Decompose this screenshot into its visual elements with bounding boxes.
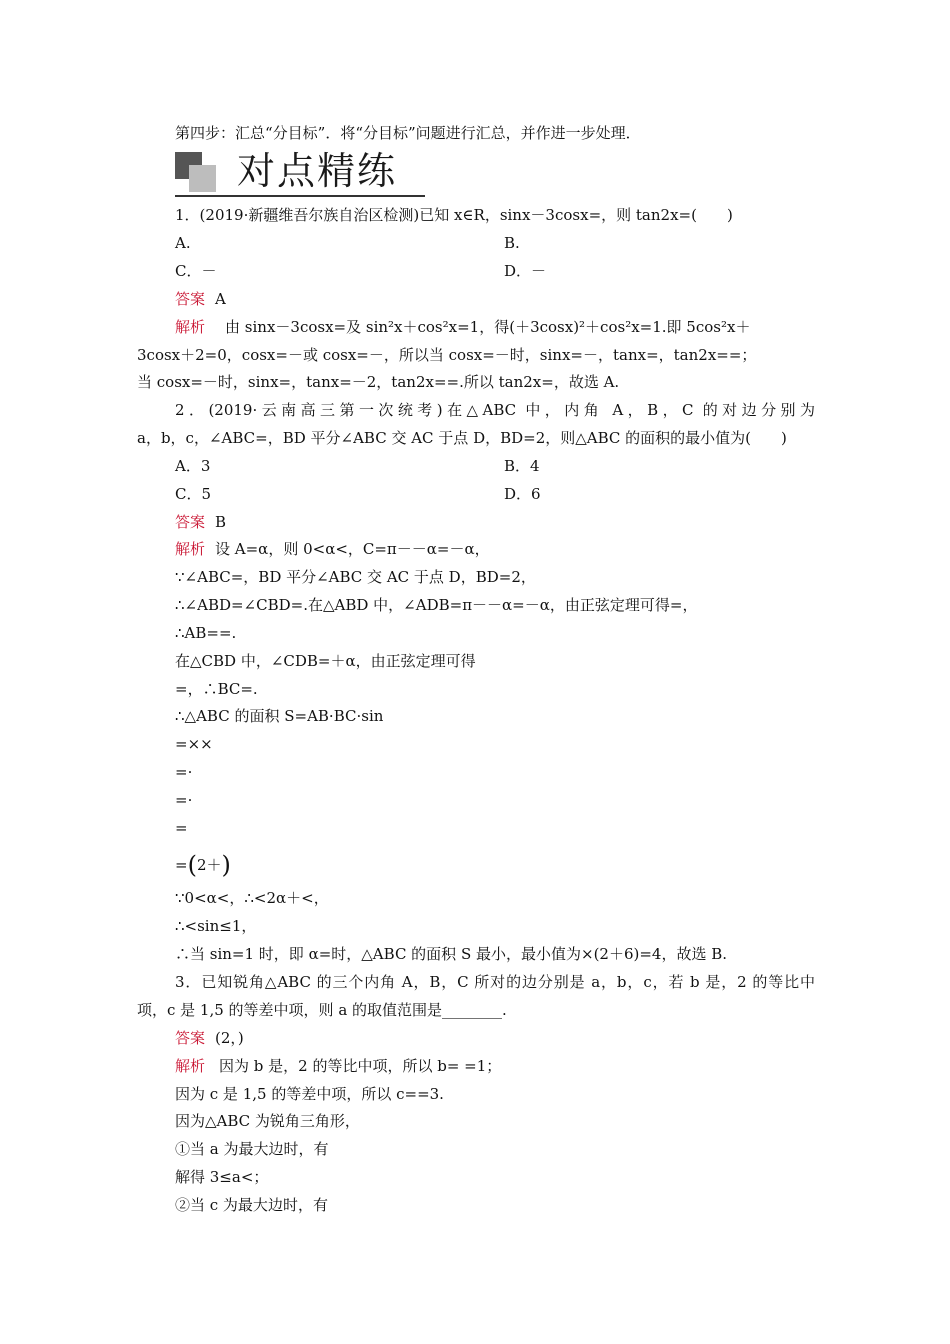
q2-analysis-line: =· <box>175 791 193 809</box>
q3-analysis-line-1 <box>175 1057 501 1075</box>
q3-analysis-line: ①当 a 为最大边时，有 <box>175 1140 329 1158</box>
q2-analysis-line: =· <box>175 763 193 781</box>
q2-analysis-line-1 <box>175 540 490 558</box>
q2-analysis-line: ∵0<α<，∴<2α＋<， <box>175 889 329 907</box>
q1-analysis-line-2: 3cosx＋2=0，cosx=－或 cosx=－，所以当 cosx=－时，sinx=－，tanx=，tan2x==； <box>137 346 757 364</box>
q3-analysis-line: ②当 c 为最大边时，有 <box>175 1196 328 1214</box>
q2-paren-close: ) <box>221 851 231 879</box>
q2-analysis-line: ∴<sin≤1， <box>175 917 257 935</box>
q2-analysis-line: ∴∠ABD=∠CBD=.在△ABD 中，∠ADB=π－－α=－α，由正弦定理可得=， <box>175 596 698 614</box>
q2-analysis-line: = <box>175 819 188 837</box>
q2-analysis-line: ∵∠ABC=，BD 平分∠ABC 交 AC 于点 D，BD=2， <box>175 568 536 586</box>
q2-analysis-line: =，∴BC=. <box>175 680 258 698</box>
q3-answer: (2，) <box>215 1029 244 1047</box>
analysis-label: 解析 <box>175 1057 206 1075</box>
q2-option-d: D．6 <box>504 485 541 503</box>
q2-analysis-line: ∴当 sin=1 时，即 α=时，△ABC 的面积 S 最小，最小值为×(2＋6)=4，故选 B. <box>175 945 728 963</box>
q2-paren-content: 2＋ <box>196 856 222 874</box>
q1-option-a: A. <box>175 234 191 252</box>
q2-option-b: B．4 <box>504 457 540 475</box>
q3-analysis-line: 解得 3≤a<； <box>175 1168 269 1186</box>
q2-paren-open: ( <box>187 851 197 879</box>
q1-analysis-line-3: 当 cosx=－时，sinx=，tanx=－2，tan2x==.所以 tan2x=，故选 A. <box>137 373 620 391</box>
q2-answer: B <box>215 513 227 531</box>
q1-analysis-line-1 <box>175 318 750 336</box>
q3-stem-1: 3．已知锐角△ABC 的三个内角 A，B，C 所对的边分别是 a，b，c，若 b 是，2 的等比中 <box>175 973 815 991</box>
q2-analysis-line: 在△CBD 中，∠CDB=＋α，由正弦定理可得 <box>175 652 476 670</box>
q2-analysis-line: ∴AB==. <box>175 624 237 642</box>
q2-paren-prefix: = <box>175 856 188 874</box>
q2-analysis-text-1: 设 A=α，则 0<α<，C=π－－α=－α， <box>215 540 490 558</box>
section-header <box>175 148 425 198</box>
analysis-label: 解析 <box>175 318 206 336</box>
step4-text: 第四步：汇总“分目标”．将“分目标”问题进行汇总，并作进一步处理． <box>175 124 641 142</box>
header-square-light <box>189 165 216 192</box>
q2-analysis-line: ∴△ABC 的面积 S=AB·BC·sin <box>175 707 384 725</box>
answer-label: 答案 <box>175 290 206 308</box>
q2-analysis-line: =×× <box>175 735 213 753</box>
q3-analysis-line: 因为 c 是 1,5 的等差中项，所以 c==3. <box>175 1085 444 1103</box>
q3-analysis-text-1: 因为 b 是，2 的等比中项，所以 b= =1； <box>219 1057 502 1075</box>
q3-answer-line <box>175 1029 244 1047</box>
header-rule <box>175 195 425 197</box>
q1-analysis-text-1: 由 sinx－3cosx=及 sin²x＋cos²x=1，得(＋3cosx)²＋cos²x=1.即 5cos²x＋ <box>225 318 751 336</box>
q3-stem-2: 项，c 是 1,5 的等差中项，则 a 的取值范围是________. <box>137 1001 507 1019</box>
q1-option-d: D．－ <box>504 262 547 280</box>
q2-stem-1: 2．(2019·云南高三第一次统考)在△ABC 中，内角 A，B，C 的对边分别为 <box>175 401 815 419</box>
section-title: 对点精练 <box>237 149 398 193</box>
q2-answer-line <box>175 513 226 531</box>
answer-label: 答案 <box>175 513 206 531</box>
q2-stem-2: a，b，c，∠ABC=，BD 平分∠ABC 交 AC 于点 D，BD=2，则△ABC 的面积的最小值为( ) <box>137 429 787 447</box>
answer-label: 答案 <box>175 1029 206 1047</box>
q2-option-c: C．5 <box>175 485 212 503</box>
q3-analysis-line: 因为△ABC 为锐角三角形， <box>175 1112 360 1130</box>
q1-answer: A <box>215 290 226 308</box>
q1-option-c: C．－ <box>175 262 217 280</box>
q2-paren-line <box>175 851 231 879</box>
analysis-label: 解析 <box>175 540 206 558</box>
q1-stem: 1．(2019·新疆维吾尔族自治区检测)已知 x∈R，sinx－3cosx=，则 tan2x=( ) <box>175 206 733 224</box>
q1-option-b: B. <box>504 234 520 252</box>
q1-answer-line <box>175 290 226 308</box>
q2-option-a: A．3 <box>175 457 211 475</box>
